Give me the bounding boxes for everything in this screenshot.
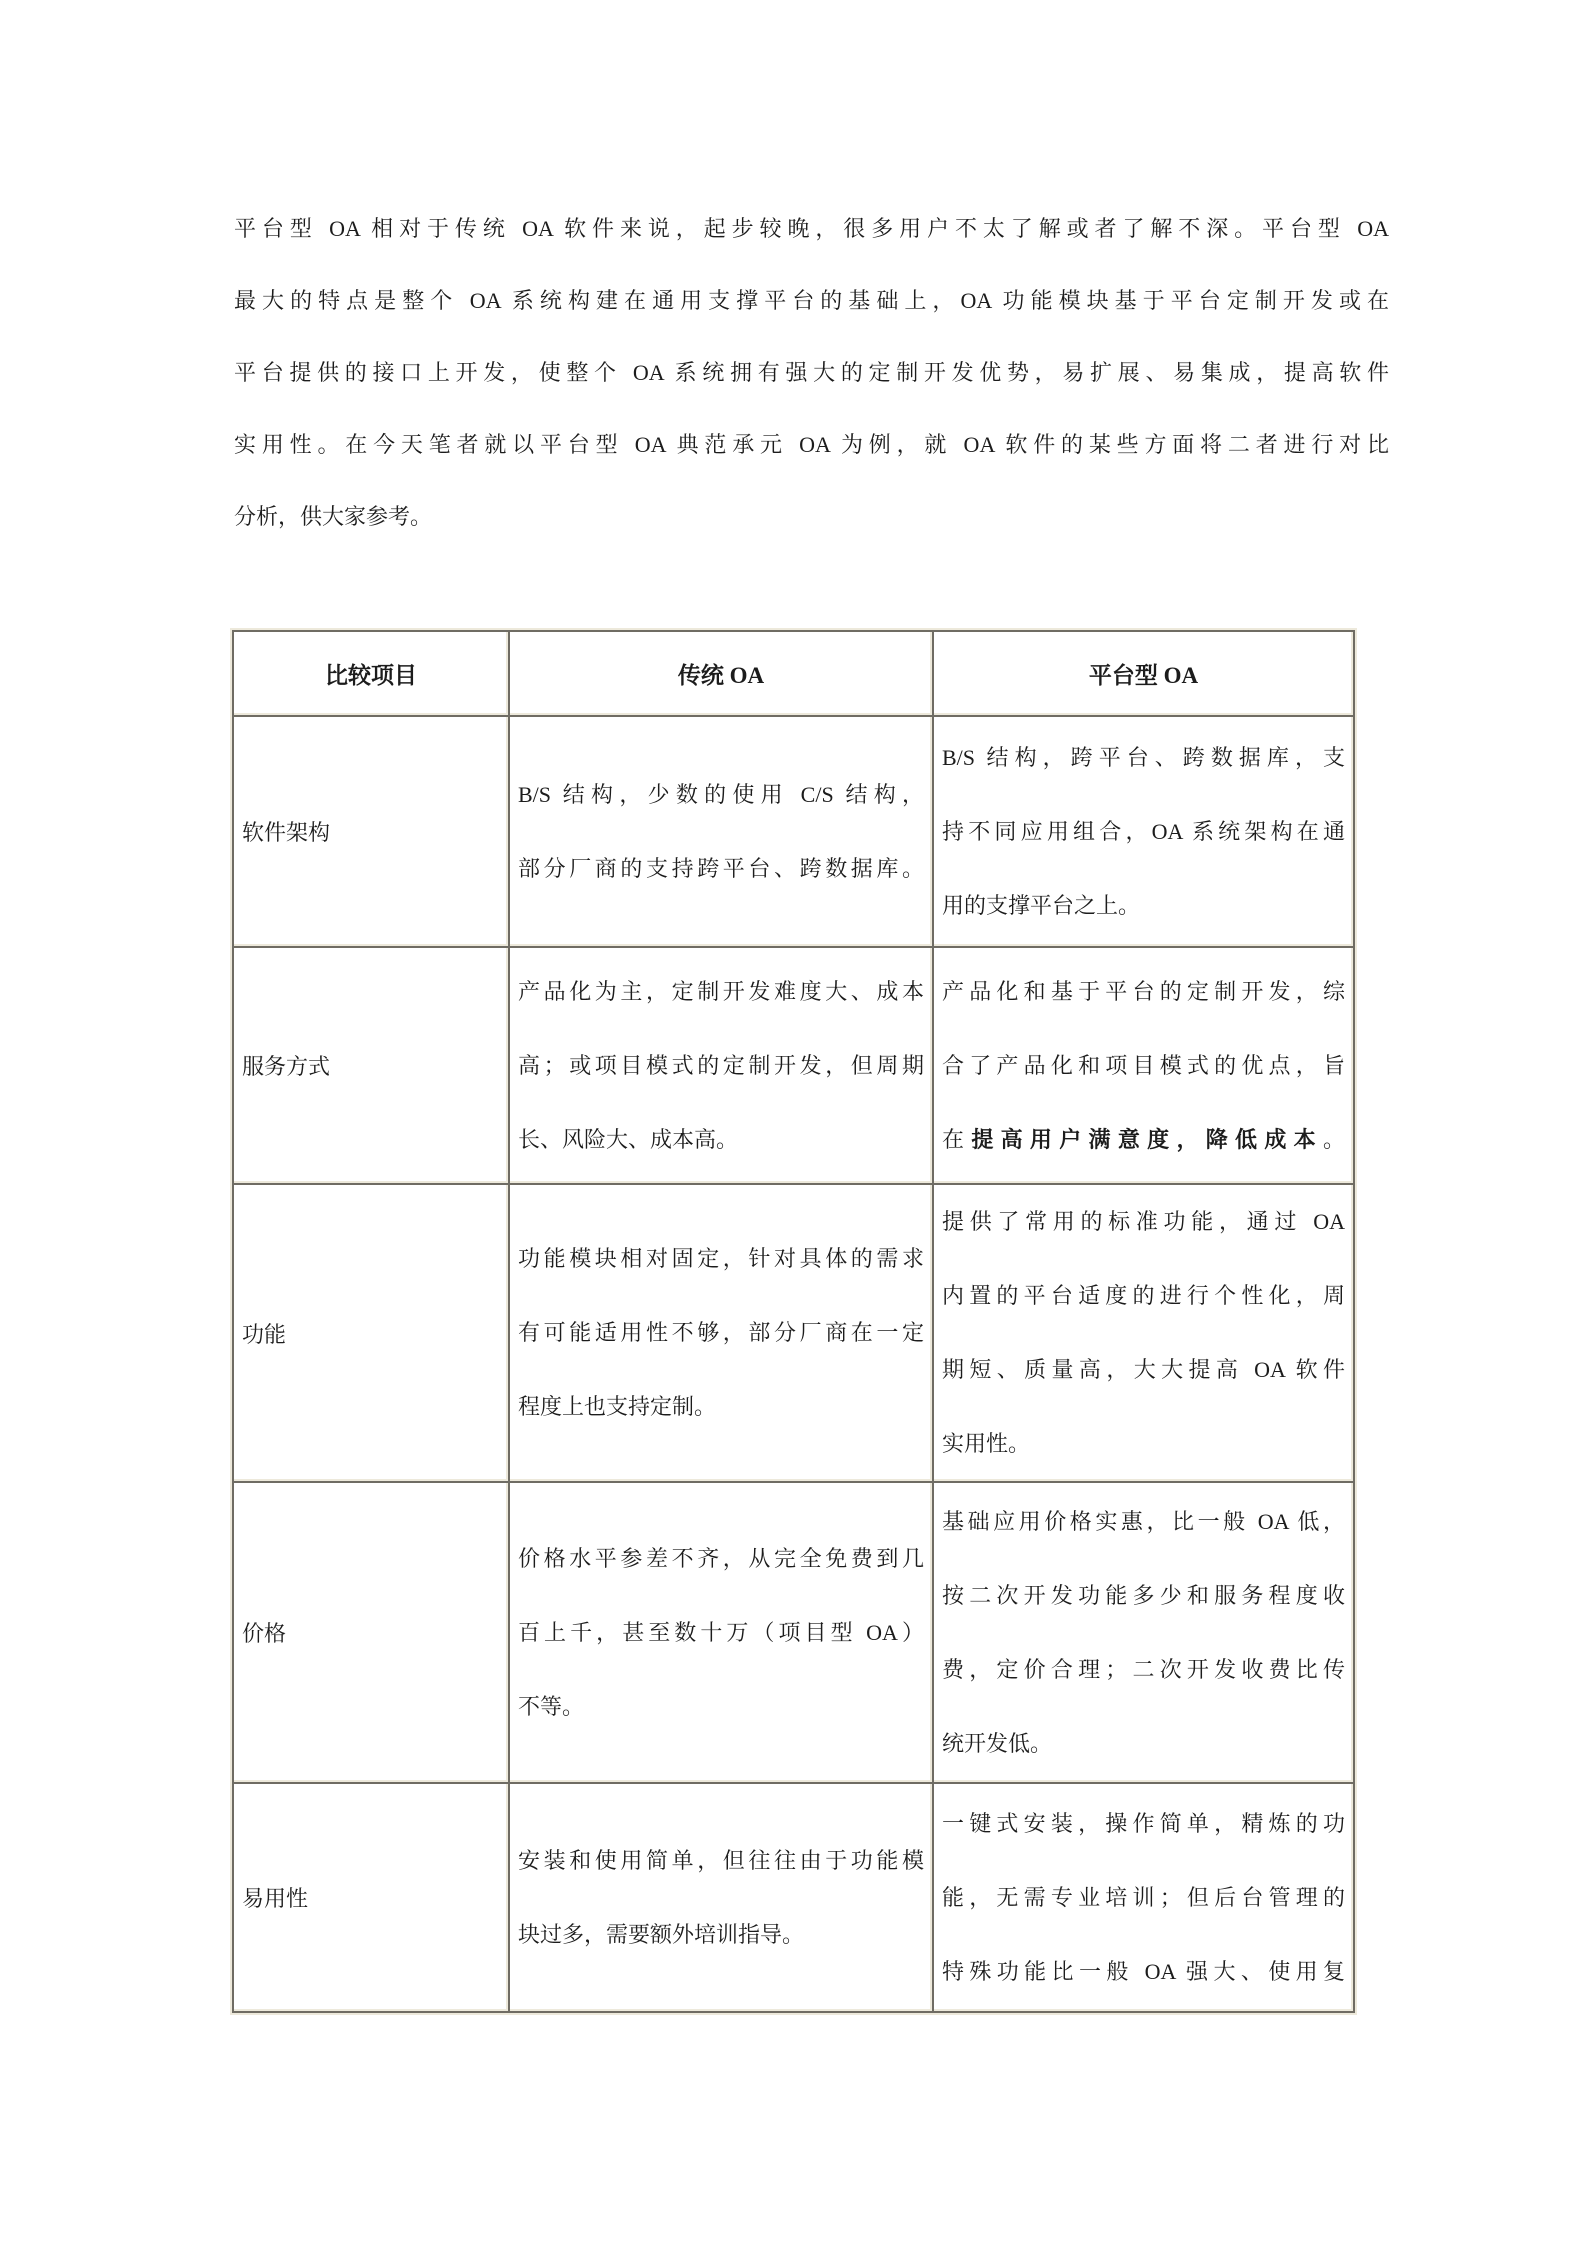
cell-text-line: 产品化和基于平台的定制开发，综 xyxy=(942,978,1345,1004)
cell-platform-price xyxy=(933,1482,1354,1783)
row-label-function: 功能 xyxy=(233,1184,509,1482)
cell-text-line: B/S 结构，少数的使用 C/S 结构， xyxy=(518,781,924,807)
cell-text-line: 用的支撑平台之上。 xyxy=(942,892,1141,918)
cell-text-line: 程度上也支持定制。 xyxy=(518,1394,717,1419)
cell-text-line: 块过多，需要额外培训指导。 xyxy=(518,1921,805,1947)
intro-line: 平台型 OA 相对于传统 OA 软件来说，起步较晚，很多用户不太了解或者了解不深。平台型 OA xyxy=(234,216,1389,241)
cell-text-line: 持不同应用组合，OA 系统架构在通 xyxy=(942,818,1345,844)
cell-text-line: 百上千，甚至数十万（项目型 OA） xyxy=(518,1619,924,1645)
intro-line: 实用性。在今天笔者就以平台型 OA 典范承元 OA 为例，就 OA 软件的某些方面将二者进行对比 xyxy=(234,432,1389,457)
cell-text-line: 一键式安装，操作简单，精炼的功 xyxy=(942,1810,1345,1836)
cell-text-line: 费，定价合理；二次开发收费比传 xyxy=(942,1656,1345,1682)
row-label-price: 价格 xyxy=(233,1482,509,1783)
cell-text-line: 功能模块相对固定，针对具体的需求 xyxy=(518,1246,924,1271)
table-row-ease-of-use xyxy=(233,1783,1354,2012)
intro-paragraph xyxy=(234,193,1389,553)
cell-traditional-software-architecture xyxy=(509,716,933,947)
cell-text-line: 合了产品化和项目模式的优点，旨 xyxy=(942,1052,1345,1078)
cell-text-line: 部分厂商的支持跨平台、跨数据库。 xyxy=(518,855,924,881)
intro-line: 平台提供的接口上开发，使整个 OA 系统拥有强大的定制开发优势，易扩展、易集成，提高软件 xyxy=(234,360,1389,385)
cell-text-line: 按二次开发功能多少和服务程度收 xyxy=(942,1582,1345,1608)
table-row-price xyxy=(233,1482,1354,1783)
cell-traditional-service-mode xyxy=(509,947,933,1184)
column-header-comparison-item: 比较项目 xyxy=(233,631,509,716)
cell-text-line: 价格水平参差不齐，从完全免费到几 xyxy=(518,1545,924,1571)
column-header-platform-oa: 平台型 OA xyxy=(933,631,1354,716)
cell-text-line: 产品化为主，定制开发难度大、成本 xyxy=(518,978,924,1004)
cell-text-line: 高；或项目模式的定制开发，但周期 xyxy=(518,1052,924,1078)
cell-text-line: 提供了常用的标准功能，通过 OA xyxy=(942,1209,1345,1234)
cell-text-line-emphasis xyxy=(942,1103,1345,1177)
comparison-table xyxy=(232,630,1355,2013)
table-row-function xyxy=(233,1184,1354,1482)
cell-traditional-ease-of-use xyxy=(509,1783,933,2012)
intro-line: 分析，供大家参考。 xyxy=(234,504,433,529)
column-header-traditional-oa: 传统 OA xyxy=(509,631,933,716)
row-label-ease-of-use: 易用性 xyxy=(233,1783,509,2012)
cell-traditional-price xyxy=(509,1482,933,1783)
emphasis-bold-text: 提高用户满意度，降低成本 xyxy=(971,1126,1323,1152)
cell-text-line: 不等。 xyxy=(518,1693,585,1719)
cell-text-line: 基础应用价格实惠，比一般 OA 低， xyxy=(942,1508,1345,1534)
table-row-service-mode xyxy=(233,947,1354,1184)
cell-text-line: 统开发低。 xyxy=(942,1730,1053,1756)
cell-text-line: B/S 结构，跨平台、跨数据库，支 xyxy=(942,744,1345,770)
cell-text-line: 特殊功能比一般 OA 强大、使用复 xyxy=(942,1958,1345,1984)
cell-text-line: 有可能适用性不够，部分厂商在一定 xyxy=(518,1320,924,1345)
cell-platform-ease-of-use xyxy=(933,1783,1354,2012)
cell-text-line: 实用性。 xyxy=(942,1431,1031,1456)
cell-platform-software-architecture xyxy=(933,716,1354,947)
cell-text-line: 能，无需专业培训；但后台管理的 xyxy=(942,1884,1345,1910)
cell-platform-function xyxy=(933,1184,1354,1482)
cell-text-line: 期短、质量高，大大提高 OA 软件 xyxy=(942,1357,1345,1382)
cell-platform-service-mode xyxy=(933,947,1354,1184)
row-label-software-architecture: 软件架构 xyxy=(233,716,509,947)
cell-text-line: 长、风险大、成本高。 xyxy=(518,1126,739,1152)
row-label-service-mode: 服务方式 xyxy=(233,947,509,1184)
cell-text-line: 安装和使用简单，但往往由于功能模 xyxy=(518,1847,924,1873)
cell-text-line: 内置的平台适度的进行个性化，周 xyxy=(942,1283,1345,1308)
emphasis-pre-text: 在 xyxy=(942,1126,972,1152)
table-row-software-architecture xyxy=(233,716,1354,947)
table-header-row xyxy=(233,631,1354,716)
emphasis-post-text: 。 xyxy=(1322,1126,1345,1152)
cell-traditional-function xyxy=(509,1184,933,1482)
intro-line: 最大的特点是整个 OA 系统构建在通用支撑平台的基础上，OA 功能模块基于平台定制开发或在 xyxy=(234,288,1389,313)
